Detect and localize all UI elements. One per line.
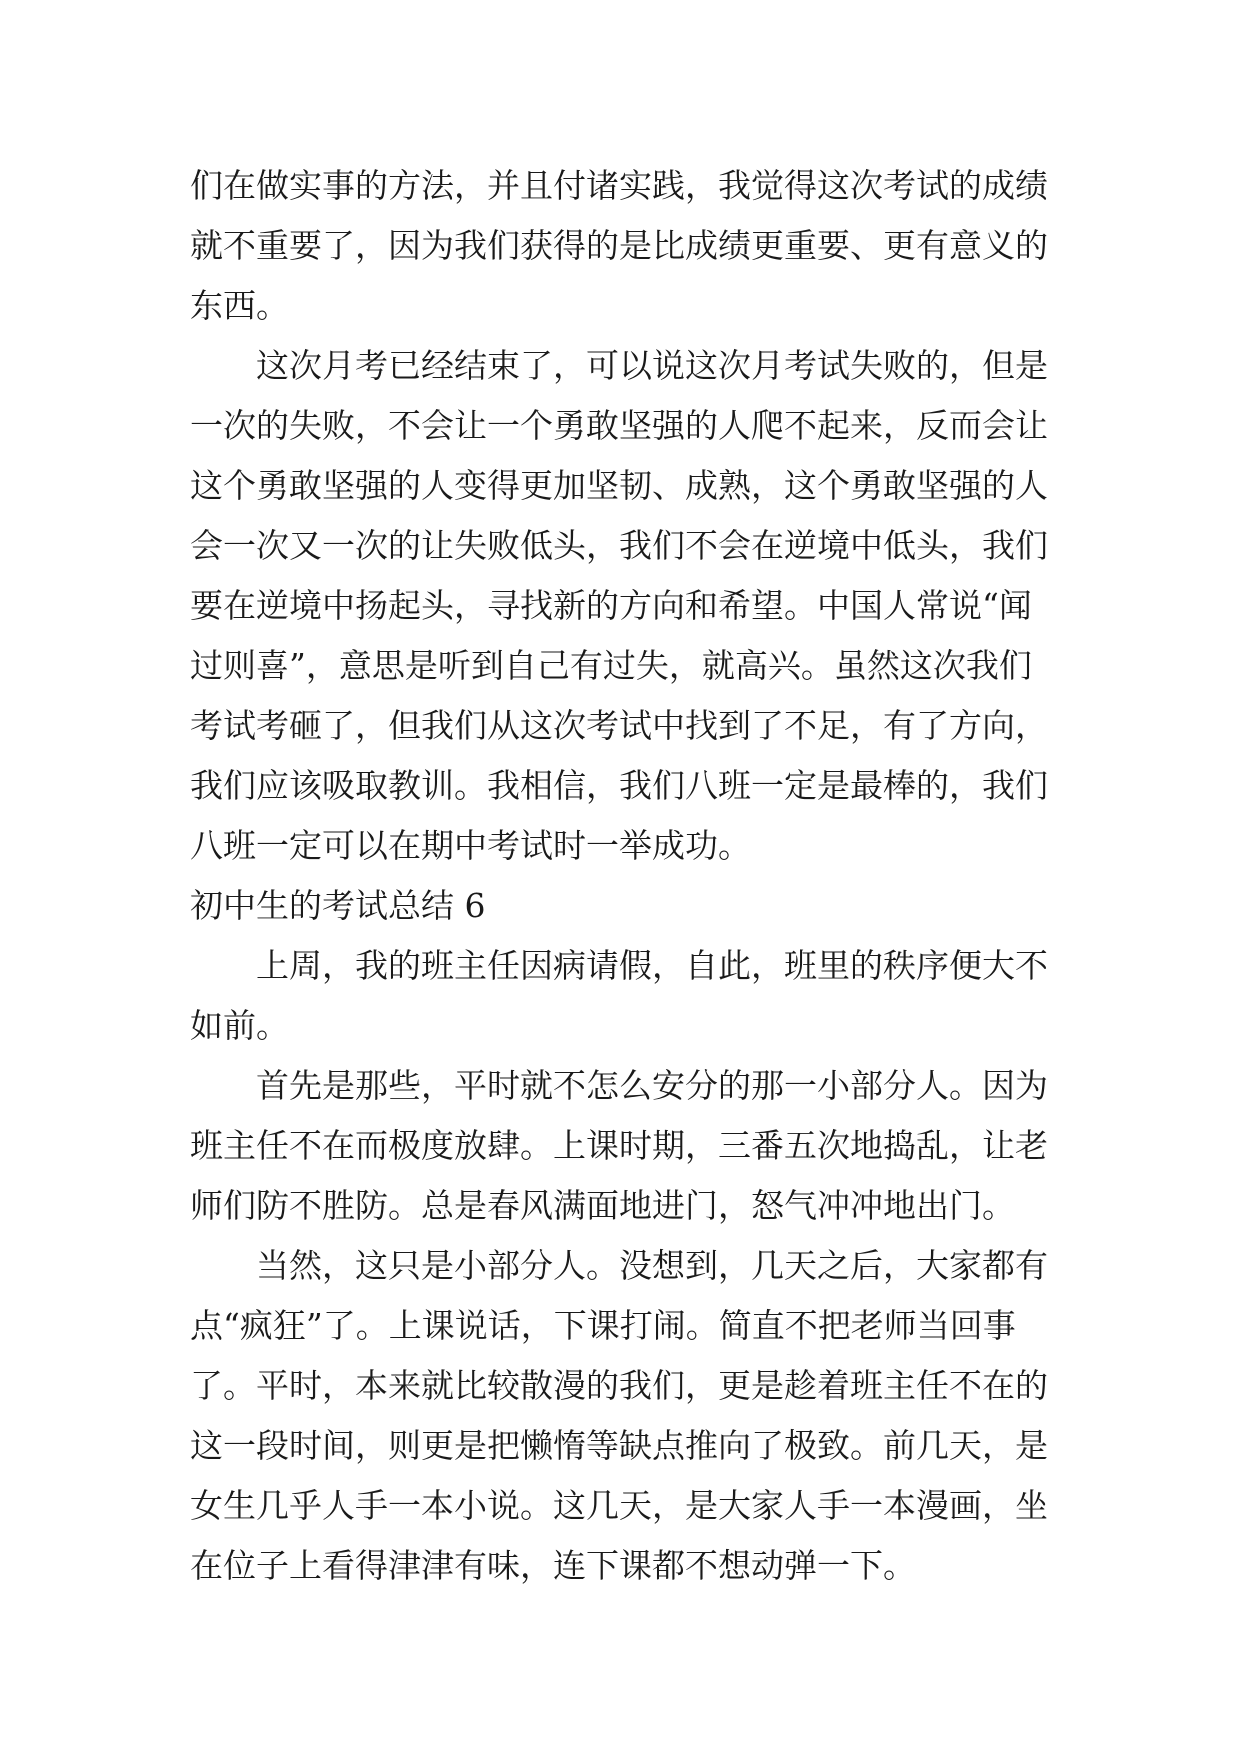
paragraph-line: 我们应该吸取教训。我相信，我们八班一定是最棒的，我们 — [190, 766, 1048, 805]
section-heading: 初中生的考试总结 6 — [190, 886, 486, 925]
paragraph-line: 这次月考已经结束了，可以说这次月考试失败的，但是 — [256, 346, 1048, 385]
paragraph-line: 就不重要了，因为我们获得的是比成绩更重要、更有意义的 — [190, 226, 1048, 265]
paragraph-line: 八班一定可以在期中考试时一举成功。 — [190, 826, 751, 865]
paragraph-line: 了。平时，本来就比较散漫的我们，更是趁着班主任不在的 — [190, 1366, 1048, 1405]
paragraph-line: 上周，我的班主任因病请假，自此，班里的秩序便大不 — [256, 946, 1048, 985]
paragraph-line: 点“疯狂”了。上课说话，下课打闹。简直不把老师当回事 — [190, 1306, 1016, 1345]
paragraph-line: 首先是那些，平时就不怎么安分的那一小部分人。因为 — [256, 1066, 1048, 1105]
paragraph-line: 过则喜”，意思是听到自己有过失，就高兴。虽然这次我们 — [190, 646, 1032, 685]
paragraph-line: 班主任不在而极度放肆。上课时期，三番五次地捣乱，让老 — [190, 1126, 1048, 1165]
document-body — [190, 156, 1070, 1596]
paragraph-line: 这一段时间，则更是把懒惰等缺点推向了极致。前几天，是 — [190, 1426, 1048, 1465]
paragraph-line: 师们防不胜防。总是春风满面地进门，怒气冲冲地出门。 — [190, 1186, 1015, 1225]
paragraph-line: 东西。 — [190, 286, 289, 325]
paragraph — [190, 156, 1070, 336]
paragraph-line: 们在做实事的方法，并且付诸实践，我觉得这次考试的成绩 — [190, 166, 1048, 205]
paragraph — [190, 936, 1070, 1056]
paragraph-line: 考试考砸了，但我们从这次考试中找到了不足，有了方向， — [190, 706, 1048, 745]
paragraph-line: 会一次又一次的让失败低头，我们不会在逆境中低头，我们 — [190, 526, 1048, 565]
paragraph-line: 女生几乎人手一本小说。这几天，是大家人手一本漫画，坐 — [190, 1486, 1048, 1525]
paragraph — [190, 1056, 1070, 1236]
paragraph-line: 这个勇敢坚强的人变得更加坚韧、成熟，这个勇敢坚强的人 — [190, 466, 1048, 505]
paragraph — [190, 1236, 1070, 1596]
paragraph-line: 在位子上看得津津有味，连下课都不想动弹一下。 — [190, 1546, 916, 1585]
paragraph-line: 要在逆境中扬起头，寻找新的方向和希望。中国人常说“闻 — [190, 586, 1032, 625]
paragraph-line: 如前。 — [190, 1006, 289, 1045]
paragraph-line: 当然，这只是小部分人。没想到，几天之后，大家都有 — [256, 1246, 1048, 1285]
paragraph-line: 一次的失败，不会让一个勇敢坚强的人爬不起来，反而会让 — [190, 406, 1048, 445]
paragraph — [190, 336, 1070, 876]
